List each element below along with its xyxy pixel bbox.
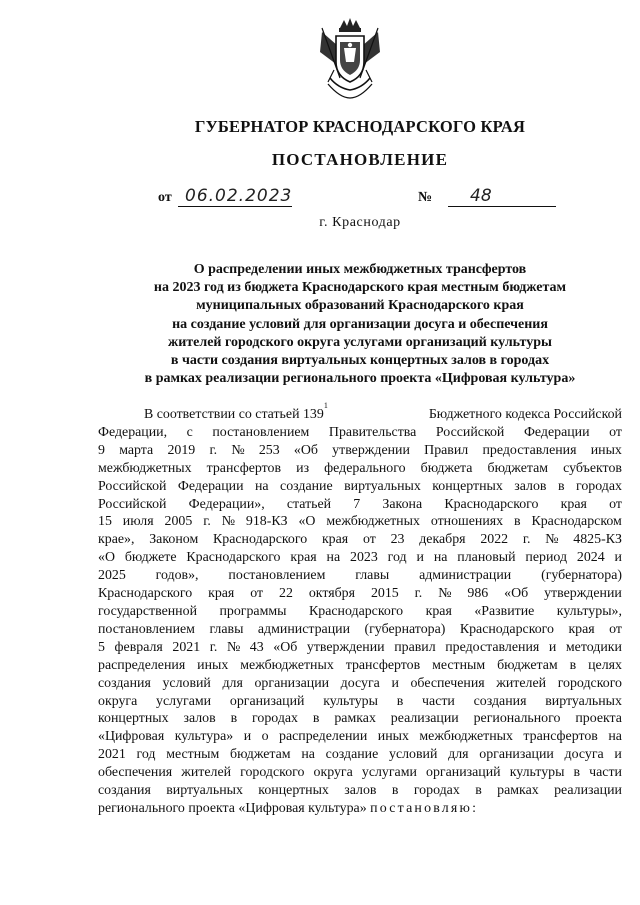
body-word: досуга bbox=[340, 675, 380, 691]
body-word: рамках bbox=[334, 711, 376, 727]
body-word: организаций bbox=[426, 765, 501, 781]
body-word: постановлением bbox=[98, 621, 195, 637]
title-line: О распределении иных межбюджетных трансфертов bbox=[193, 262, 527, 277]
body-word: г. bbox=[209, 639, 218, 655]
body-word: создания bbox=[98, 675, 151, 691]
body-word: округа bbox=[98, 693, 138, 709]
body-line-end: Бюджетного кодекса Российской bbox=[428, 407, 622, 422]
body-line bbox=[98, 531, 622, 549]
body-word: в bbox=[573, 765, 581, 781]
body-word: предоставления bbox=[445, 639, 540, 655]
body-word: 2021 bbox=[172, 639, 201, 655]
body-word: создание bbox=[325, 747, 379, 763]
body-word: Краснодарского bbox=[213, 532, 308, 548]
body-word: городах bbox=[252, 711, 298, 727]
body-word: федерального bbox=[324, 460, 406, 476]
body-word: и bbox=[614, 747, 622, 763]
body-word: из bbox=[296, 460, 310, 476]
body-word: декабря bbox=[419, 532, 466, 548]
body-line bbox=[98, 710, 622, 728]
document-title bbox=[100, 261, 620, 388]
body-word: утверждении bbox=[306, 639, 385, 655]
body-word: октября bbox=[308, 586, 356, 602]
body-line bbox=[98, 424, 622, 442]
body-word: и bbox=[391, 675, 399, 691]
city-line: г. Краснодар bbox=[319, 215, 401, 230]
body-word: программы bbox=[219, 603, 287, 619]
body-word: городах bbox=[575, 478, 622, 494]
body-word: в bbox=[396, 693, 404, 709]
body-word: края bbox=[425, 603, 452, 619]
body-word: трансфертов bbox=[206, 460, 282, 476]
body-word: Краснодарского bbox=[308, 603, 404, 619]
body-line bbox=[98, 513, 622, 531]
body-word: иных bbox=[197, 657, 229, 673]
body-word: Федерации, bbox=[98, 424, 168, 440]
body-word: межбюджетных bbox=[419, 729, 513, 745]
body-word: «О bbox=[98, 550, 115, 566]
body-word: Краснодарском bbox=[531, 514, 622, 530]
body-word: Краснодарского bbox=[444, 496, 539, 512]
body-line bbox=[98, 585, 622, 603]
date-prefix: от bbox=[158, 190, 172, 205]
body-word: иных bbox=[377, 729, 409, 745]
body-word: 43 bbox=[249, 639, 264, 655]
body-word: бюджета bbox=[420, 460, 473, 476]
body-word: статьей bbox=[286, 496, 332, 512]
handwritten-date: 06.02.2023 bbox=[185, 186, 293, 206]
body-word: края bbox=[568, 621, 595, 637]
body-word: трансфертов bbox=[345, 657, 421, 673]
body-line-start: В соответствии со статьей 139 bbox=[144, 407, 324, 422]
body-word: 22 bbox=[279, 586, 293, 602]
body-word: создание bbox=[280, 478, 333, 494]
body-word: бюджете bbox=[124, 550, 177, 566]
body-line bbox=[98, 478, 622, 496]
body-word: июля bbox=[122, 514, 154, 530]
body-line bbox=[98, 746, 622, 764]
body-word: на bbox=[433, 550, 448, 566]
body-word: обеспечения bbox=[98, 765, 173, 781]
governor-heading: ГУБЕРНАТОР КРАСНОДАРСКОГО КРАЯ bbox=[194, 117, 526, 136]
body-word: 2019 bbox=[167, 442, 196, 458]
coat-of-arms-emblem bbox=[318, 18, 382, 102]
body-word: Краснодарского bbox=[98, 586, 193, 602]
body-word: городского bbox=[557, 675, 622, 691]
body-word: № bbox=[545, 532, 559, 548]
body-word: г. bbox=[522, 532, 531, 548]
date-underline bbox=[178, 206, 292, 207]
body-word: 2024 bbox=[576, 550, 605, 566]
body-word: государственной bbox=[98, 603, 197, 619]
body-word: концертных bbox=[432, 478, 503, 494]
body-word: 2021 bbox=[98, 747, 126, 763]
body-word: 23 bbox=[390, 532, 405, 548]
title-line: жителей городского округа услугами организаций культуры bbox=[168, 334, 552, 350]
body-word: концертных bbox=[98, 711, 169, 727]
body-word: межбюджетных bbox=[326, 514, 420, 530]
body-word: для bbox=[448, 747, 469, 763]
body-word: № bbox=[231, 442, 245, 458]
body-word: Правил bbox=[424, 442, 469, 458]
body-word: Законом bbox=[149, 532, 199, 548]
body-word: в bbox=[230, 711, 238, 727]
body-word: проекта bbox=[575, 711, 622, 727]
body-word: края bbox=[208, 586, 235, 602]
body-word: обеспечения bbox=[410, 675, 485, 691]
body-line bbox=[98, 621, 622, 639]
body-word: год bbox=[387, 550, 407, 566]
body-word: и bbox=[614, 550, 622, 566]
body-word: в bbox=[569, 657, 577, 673]
number-prefix: № bbox=[418, 190, 433, 205]
body-word: жителей bbox=[181, 765, 232, 781]
body-word: Закона bbox=[382, 496, 423, 512]
body-word: 15 bbox=[98, 514, 112, 530]
body-paragraph bbox=[98, 401, 622, 818]
body-word: виртуальных bbox=[545, 693, 622, 709]
body-word: распределения bbox=[98, 657, 186, 673]
body-word: залов bbox=[183, 711, 216, 727]
body-word: рамках bbox=[497, 783, 539, 799]
body-word: субъектов bbox=[563, 460, 622, 476]
body-word: «О bbox=[298, 514, 316, 530]
body-word: методики bbox=[565, 639, 622, 655]
body-word: «Об bbox=[273, 639, 298, 655]
body-word: предоставления bbox=[482, 442, 577, 458]
body-word: с bbox=[186, 424, 193, 440]
body-word: на bbox=[254, 478, 269, 494]
date-number-row bbox=[0, 186, 640, 210]
body-word: и bbox=[416, 550, 424, 566]
body-word: межбюджетных bbox=[240, 657, 334, 673]
body-word: № bbox=[226, 639, 241, 655]
body-word: в bbox=[475, 783, 482, 799]
body-word: 253 bbox=[258, 442, 280, 458]
body-word: концертных bbox=[258, 783, 329, 799]
body-word: от bbox=[609, 621, 622, 637]
body-word: культуры bbox=[509, 765, 565, 781]
body-word: целях bbox=[588, 657, 622, 673]
handwritten-number: 48 bbox=[470, 186, 492, 206]
body-word: 2025 bbox=[98, 568, 126, 584]
body-word: утверждении bbox=[332, 442, 410, 458]
body-word: главы bbox=[355, 568, 390, 584]
body-word: о bbox=[261, 729, 269, 745]
body-word: в bbox=[312, 711, 320, 727]
body-word: городского bbox=[240, 765, 305, 781]
body-line bbox=[98, 782, 622, 800]
body-word: на bbox=[301, 747, 315, 763]
body-word: реализации bbox=[390, 711, 459, 727]
body-word: № bbox=[438, 586, 452, 602]
body-word: 2005 bbox=[164, 514, 193, 530]
body-word: условий bbox=[162, 675, 211, 691]
body-word: Российской bbox=[98, 478, 167, 494]
body-word: Федерации», bbox=[188, 496, 265, 512]
body-word: от bbox=[362, 532, 376, 548]
body-word: крае», bbox=[98, 532, 135, 548]
body-line bbox=[98, 675, 622, 693]
body-word: на bbox=[608, 729, 622, 745]
body-word: главы bbox=[209, 621, 244, 637]
body-word: г. bbox=[203, 514, 211, 530]
body-line bbox=[98, 401, 622, 424]
title-line: на 2023 год из бюджета Краснодарского края местным бюджетам bbox=[153, 280, 567, 296]
body-word: от bbox=[609, 424, 622, 440]
body-line bbox=[98, 496, 622, 514]
title-line: в части создания виртуальных концертных залов в городах bbox=[170, 353, 550, 369]
body-word: 2015 bbox=[370, 586, 399, 602]
body-word: администрации bbox=[257, 621, 351, 637]
body-line bbox=[98, 442, 622, 460]
body-last-line: регионального проекта «Цифровая культура» bbox=[98, 800, 367, 816]
body-word: регионального bbox=[473, 711, 561, 727]
body-word: Федерации bbox=[523, 424, 590, 440]
closing-word: постановляю: bbox=[370, 800, 479, 816]
body-line bbox=[98, 549, 622, 567]
body-word: (губернатора) bbox=[541, 568, 622, 584]
body-word: Федерации bbox=[177, 478, 244, 494]
body-line bbox=[98, 603, 622, 621]
body-line bbox=[98, 567, 622, 585]
body-line bbox=[98, 728, 622, 746]
body-word: межбюджетных bbox=[98, 460, 192, 476]
body-word: период bbox=[525, 550, 568, 566]
body-word: залов bbox=[344, 783, 377, 799]
body-word: постановлением bbox=[212, 424, 310, 440]
body-word: 7 bbox=[353, 496, 361, 512]
body-word: в bbox=[514, 514, 521, 530]
body-line bbox=[98, 460, 622, 478]
body-word: жителей bbox=[496, 675, 547, 691]
body-word: создания bbox=[98, 783, 151, 799]
body-word: бюджетам bbox=[230, 747, 291, 763]
body-word: края bbox=[560, 496, 587, 512]
body-word: округа bbox=[313, 765, 353, 781]
body-word: № bbox=[221, 514, 235, 530]
decree-heading: ПОСТАНОВЛЕНИЕ bbox=[271, 150, 449, 169]
body-word: утверждении bbox=[544, 586, 622, 602]
body-word: части bbox=[422, 693, 455, 709]
body-word: Российской bbox=[98, 496, 167, 512]
body-word: в bbox=[391, 783, 399, 799]
body-word: бюджетам bbox=[487, 460, 549, 476]
body-word: 4825-КЗ bbox=[573, 532, 622, 548]
body-word: «Цифровая bbox=[98, 729, 165, 745]
body-word: год bbox=[136, 747, 156, 763]
title-line: в рамках реализации регионального проекта «Цифровая культура» bbox=[144, 371, 576, 387]
body-word: годов», bbox=[155, 568, 199, 584]
body-word: 986 bbox=[467, 586, 489, 602]
article-superscript: 1 bbox=[323, 401, 328, 410]
body-line bbox=[98, 693, 622, 711]
body-word: «Развитие bbox=[474, 603, 535, 619]
body-word: «Об bbox=[504, 586, 529, 602]
body-word: и bbox=[243, 729, 252, 745]
body-word: досуга bbox=[564, 747, 604, 763]
body-word: местным bbox=[166, 747, 220, 763]
body-word: местным bbox=[432, 657, 486, 673]
body-word: культуры bbox=[323, 693, 378, 709]
body-word: Правительства bbox=[328, 424, 417, 440]
body-word: услугами bbox=[361, 765, 417, 781]
body-word: 5 bbox=[98, 639, 105, 655]
body-word: февраля bbox=[114, 639, 163, 655]
body-word: Российской bbox=[435, 424, 505, 440]
body-word: 2023 bbox=[350, 550, 378, 566]
body-word: плановый bbox=[457, 550, 516, 566]
title-line: муниципальных образований Краснодарского края bbox=[196, 298, 524, 314]
body-word: г. bbox=[414, 586, 423, 602]
body-word: организации bbox=[479, 747, 554, 763]
body-word: (губернатора) bbox=[364, 621, 446, 637]
body-word: трансфертов bbox=[523, 729, 598, 745]
body-word: на bbox=[326, 550, 341, 566]
body-word: виртуальных bbox=[344, 478, 421, 494]
body-word: бюджетам bbox=[497, 657, 558, 673]
body-word: Краснодарского bbox=[459, 621, 554, 637]
body-word: от bbox=[609, 496, 622, 512]
body-word: культуры», bbox=[556, 603, 622, 619]
body-word: края bbox=[321, 532, 349, 548]
body-word: реализации bbox=[554, 783, 622, 799]
body-word: г. bbox=[209, 442, 218, 458]
body-word: 918-КЗ bbox=[245, 514, 288, 530]
body-word: городах bbox=[413, 783, 460, 799]
body-word: постановлением bbox=[228, 568, 326, 584]
body-line bbox=[98, 800, 622, 818]
body-word: 2022 bbox=[480, 532, 509, 548]
body-line bbox=[98, 639, 622, 657]
body-word: администрации bbox=[419, 568, 512, 584]
body-word: «Об bbox=[293, 442, 318, 458]
body-word: иных bbox=[590, 442, 622, 458]
body-line bbox=[98, 764, 622, 782]
body-word: услугами bbox=[156, 693, 212, 709]
body-word: 9 bbox=[98, 442, 105, 458]
body-word: культура» bbox=[174, 729, 234, 745]
body-word: марта bbox=[119, 442, 154, 458]
body-word: правил bbox=[394, 639, 436, 655]
body-word: создания bbox=[473, 693, 527, 709]
body-line bbox=[98, 657, 622, 675]
number-underline bbox=[448, 206, 556, 207]
body-word: в bbox=[557, 478, 565, 494]
body-word: от bbox=[250, 586, 264, 602]
body-word: организации bbox=[254, 675, 330, 691]
body-word: залов bbox=[514, 478, 547, 494]
body-word: распределении bbox=[279, 729, 368, 745]
body-word: Краснодарского bbox=[186, 550, 281, 566]
body-word: и bbox=[548, 639, 557, 655]
body-word: виртуальных bbox=[166, 783, 243, 799]
body-word: для bbox=[222, 675, 243, 691]
body-word: части bbox=[589, 765, 622, 781]
body-word: края bbox=[290, 550, 317, 566]
body-word: условий bbox=[389, 747, 438, 763]
body-word: организаций bbox=[229, 693, 305, 709]
body-word: отношениях bbox=[430, 514, 504, 530]
title-line: на создание условий для организации досуга и обеспечения bbox=[172, 316, 548, 332]
